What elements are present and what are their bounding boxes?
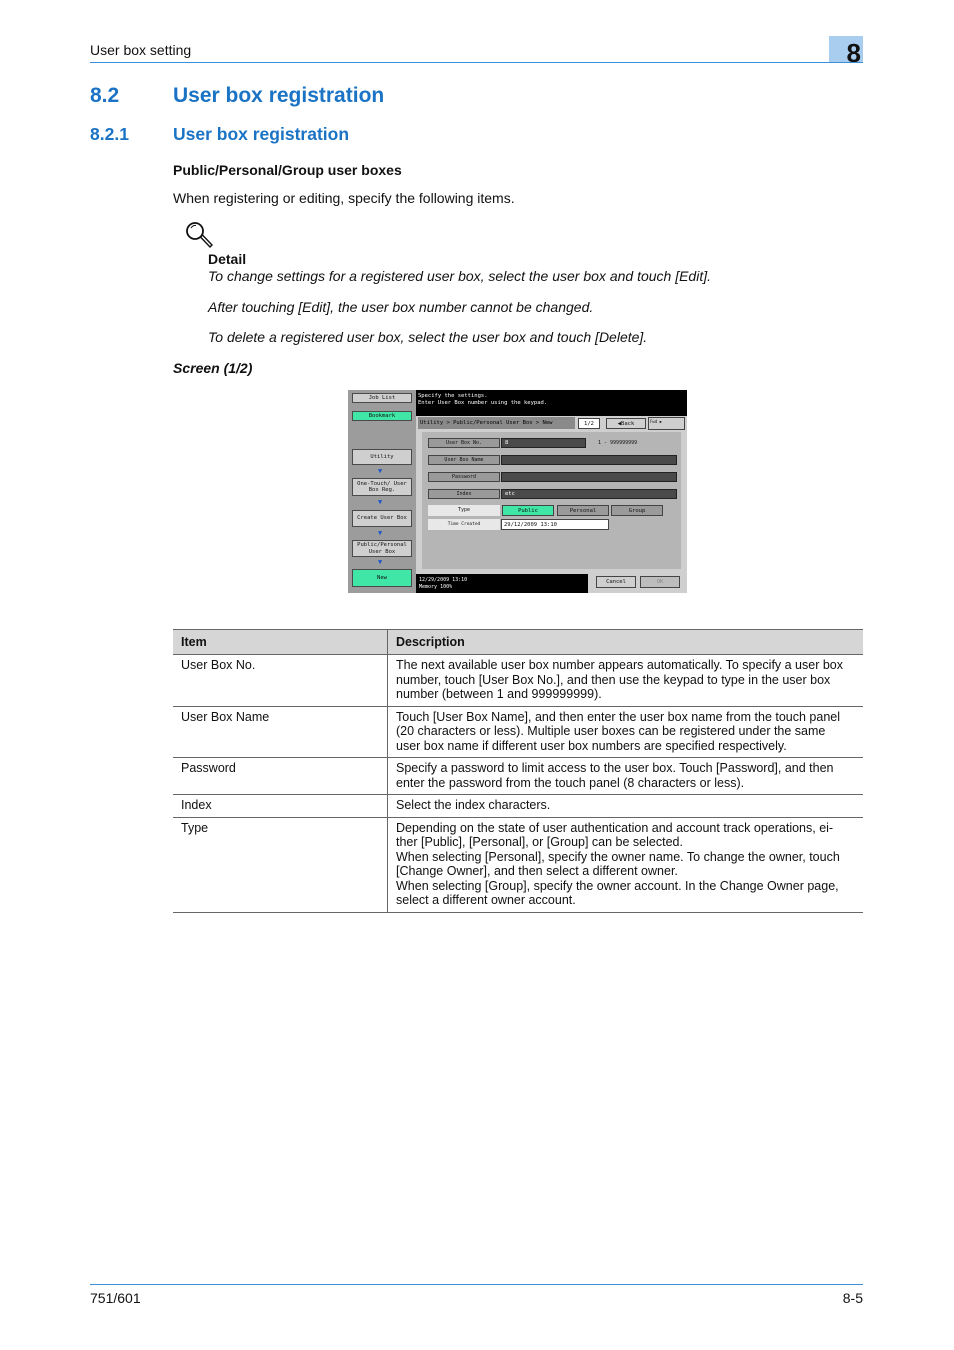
description-line: Specify a password to limit access to the user box. Touch [Password], and then — [396, 761, 834, 775]
chapter-number: 8 — [846, 38, 861, 68]
user-box-no-field[interactable]: 8 — [501, 438, 586, 448]
screen-caption: Screen (1/2) — [173, 360, 253, 376]
index-button[interactable]: Index — [428, 489, 500, 499]
table-row — [173, 817, 863, 912]
status-memory: Memory 100% — [419, 583, 453, 590]
utility-button[interactable]: Utility — [352, 449, 412, 465]
type-personal-button[interactable]: Personal — [557, 505, 609, 516]
type-group-button[interactable]: Group — [611, 505, 663, 516]
description-line: enter the password from the touch panel (8 characters or less). — [396, 775, 745, 790]
heading-3: Public/Personal/Group user boxes — [173, 162, 402, 178]
item-cell: User Box Name — [173, 706, 388, 758]
magnifier-icon — [184, 220, 214, 250]
description-line: select a different owner account. — [396, 893, 576, 907]
page-indicator: 1/2 — [578, 418, 600, 429]
heading-1-title: User box registration — [173, 84, 385, 107]
forward-label: Fwd — [650, 419, 658, 424]
create-user-box-button[interactable]: Create User Box — [352, 510, 412, 527]
header-rule — [90, 62, 863, 63]
footer-rule — [90, 1284, 863, 1285]
description-cell — [388, 758, 864, 795]
time-created-value: 29/12/2009 13:10 — [501, 519, 609, 530]
message-line: Enter User Box number using the keypad. — [418, 400, 548, 407]
description-cell — [388, 795, 864, 818]
description-cell — [388, 817, 864, 912]
time-created-label: Time Created — [428, 519, 500, 530]
heading-2-number: 8.2.1 — [90, 124, 129, 144]
description-line: The next available user box number appears automatically. To specify a user box — [396, 658, 844, 672]
description-line: ther [Public], [Personal], or [Group] can be selected. — [396, 835, 683, 849]
table-row — [173, 758, 863, 795]
type-public-button[interactable]: Public — [502, 505, 554, 516]
description-cell — [388, 655, 864, 707]
message-bar — [416, 390, 687, 416]
table-row — [173, 706, 863, 758]
cancel-button[interactable]: Cancel — [596, 576, 636, 588]
bookmark-button[interactable]: Bookmark — [352, 411, 412, 421]
password-button[interactable]: Password — [428, 472, 500, 482]
user-box-no-button[interactable]: User Box No. — [428, 438, 500, 448]
new-button[interactable]: New — [352, 569, 412, 587]
ok-button[interactable]: OK — [640, 576, 680, 588]
column-header-item: Item — [173, 630, 388, 655]
job-list-button[interactable]: Job List — [352, 393, 412, 403]
heading-2-title: User box registration — [173, 124, 350, 144]
intro-paragraph: When registering or editing, specify the following items. — [173, 190, 515, 206]
status-date: 12/29/2009 13:10 — [419, 577, 468, 583]
description-line: user box name if different user box numbers are specified respectively. — [396, 738, 787, 753]
description-line: Touch [User Box Name], and then enter the user box name from the touch panel — [396, 709, 841, 724]
column-header-description: Description — [388, 630, 864, 655]
description-line: number, touch [User Box No.], and then use the keypad to type in the user box — [396, 672, 831, 687]
number-range: 1 - 999999999 — [598, 440, 638, 446]
forward-button[interactable]: Fwd ▶ — [648, 417, 685, 430]
index-field[interactable]: etc — [501, 489, 677, 499]
description-line: Select the index characters. — [396, 798, 551, 812]
settings-area — [422, 432, 681, 569]
table-row — [173, 655, 863, 707]
arrow-down-icon: ▼ — [378, 529, 383, 537]
back-button[interactable]: ◀Back — [606, 418, 646, 429]
arrow-down-icon: ▼ — [378, 467, 383, 475]
description-line: Depending on the state of user authentication and account track operations, ei- — [396, 820, 834, 835]
message-line: Specify the settings. — [418, 393, 488, 399]
password-field[interactable] — [501, 472, 677, 482]
item-cell: User Box No. — [173, 655, 388, 707]
back-label: Back — [621, 421, 635, 427]
description-line: number (between 1 and 999999999). — [396, 687, 602, 701]
arrow-down-icon: ▼ — [378, 498, 383, 506]
table-row — [173, 795, 863, 818]
running-header: User box setting — [90, 42, 192, 58]
description-line: [Change Owner], and then select a different owner. — [396, 864, 678, 878]
table-header-row — [173, 630, 863, 655]
status-bar — [416, 574, 588, 593]
footer-model: 751/601 — [90, 1290, 141, 1306]
item-cell: Index — [173, 795, 388, 818]
item-cell: Type — [173, 817, 388, 912]
type-label: Type — [428, 505, 500, 516]
detail-title: Detail — [208, 251, 247, 267]
description-line: When selecting [Personal], specify the owner name. To change the owner, touch — [396, 849, 840, 864]
detail-note: To change settings for a registered user box, select the user box and touch [Edit]. — [208, 268, 712, 284]
detail-note: To delete a registered user box, select the user box and touch [Delete]. — [208, 329, 648, 345]
description-line: When selecting [Group], specify the owner account. In the Change Owner page, — [396, 878, 839, 893]
arrow-down-icon: ▼ — [378, 558, 383, 566]
settings-table — [173, 629, 863, 913]
user-box-name-field[interactable] — [501, 455, 677, 465]
public-personal-user-box-button[interactable]: Public/Personal User Box — [352, 540, 412, 557]
user-box-name-button[interactable]: User Box Name — [428, 455, 500, 465]
description-cell — [388, 706, 864, 758]
item-cell: Password — [173, 758, 388, 795]
description-line: (20 characters or less). Multiple user boxes can be registered under the same — [396, 724, 826, 738]
one-touch-button[interactable]: One-Touch/ User Box Reg. — [352, 478, 412, 496]
panel-screenshot — [348, 390, 687, 593]
footer-page-number: 8-5 — [842, 1290, 863, 1306]
detail-note: After touching [Edit], the user box number cannot be changed. — [208, 299, 594, 315]
breadcrumb: Utility > Public/Personal User Box > New — [418, 417, 575, 429]
heading-1-number: 8.2 — [90, 84, 120, 107]
